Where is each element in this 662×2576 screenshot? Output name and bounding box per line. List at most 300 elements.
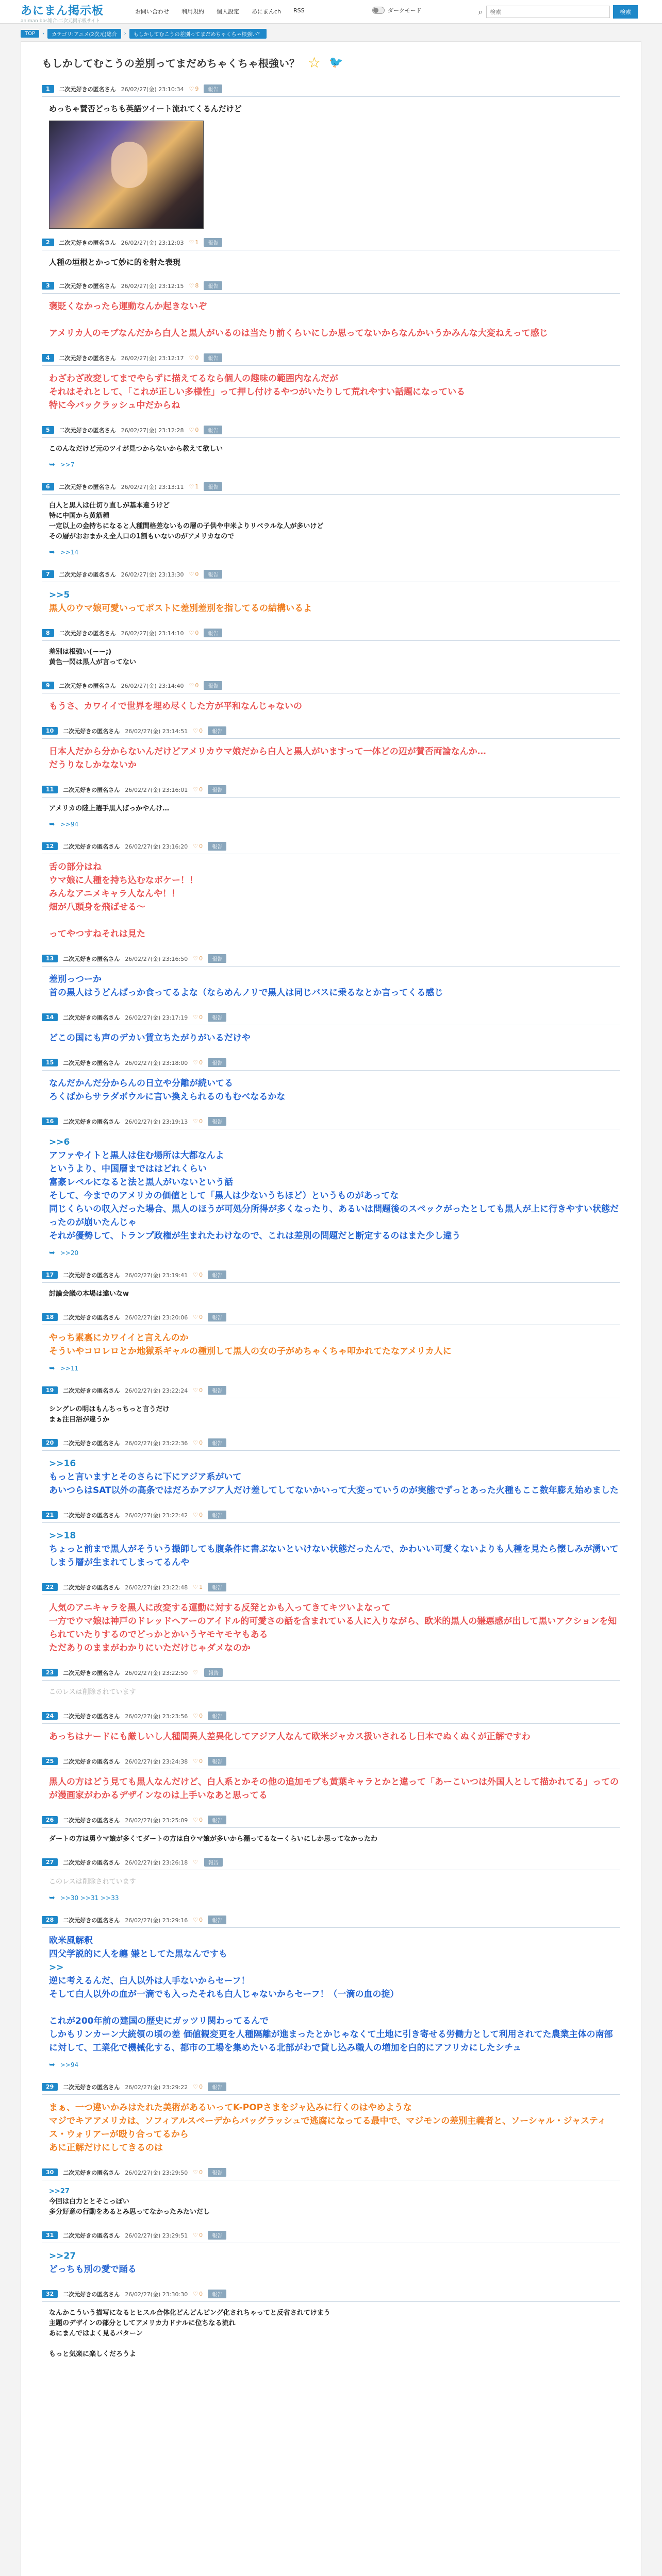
nav-terms[interactable]: 利用規約 (181, 8, 204, 15)
post-number[interactable]: 13 (42, 955, 58, 962)
post-line: ってやつすねそれは見た (49, 929, 145, 939)
reply-arrow-icon: ➥ (49, 461, 55, 469)
post-number[interactable]: 14 (42, 1013, 58, 1021)
like-button[interactable] (193, 727, 203, 734)
post (42, 1812, 620, 1849)
reply-arrow-icon: ➥ (49, 820, 55, 828)
post-number[interactable]: 11 (42, 786, 58, 793)
heart-icon: ♡ (193, 1059, 198, 1066)
heart-icon: ♡ (189, 239, 194, 246)
report-button[interactable]: 報告 (208, 726, 226, 735)
post (42, 1310, 620, 1377)
like-count: 0 (199, 1817, 203, 1823)
breadcrumb (21, 29, 267, 39)
post-line[interactable]: >>16 (49, 1459, 76, 1469)
post-date: 26/02/27(金) 23:19:13 (125, 1118, 188, 1125)
like-button[interactable] (193, 1512, 203, 1518)
post (42, 422, 620, 473)
post-number[interactable]: 15 (42, 1059, 58, 1066)
post-number[interactable]: 24 (42, 1712, 58, 1720)
logo-text[interactable]: あにまん掲示板 (21, 5, 104, 18)
post (42, 2228, 620, 2280)
post (42, 1010, 620, 1049)
like-button[interactable] (193, 1439, 203, 1446)
like-count: 0 (199, 1758, 203, 1765)
search-button[interactable]: 検索 (613, 5, 638, 19)
reply-arrow-icon: ➥ (49, 1364, 55, 1372)
nav-contact[interactable]: お問い合わせ (135, 8, 169, 15)
reply-links[interactable]: >>94 (60, 821, 79, 828)
like-button[interactable] (193, 955, 203, 962)
post-image[interactable] (49, 121, 204, 229)
like-button[interactable] (193, 2083, 203, 2090)
report-button[interactable]: 報告 (208, 1270, 226, 1279)
thread-title-row (21, 42, 641, 81)
report-button[interactable]: 報告 (208, 2168, 226, 2177)
post-header (42, 567, 620, 582)
poster-name: 二次元好きの匿名さん (63, 1014, 120, 1021)
post-date: 26/02/27(金) 23:12:17 (121, 354, 184, 362)
like-count: 0 (195, 427, 199, 433)
post (42, 2286, 620, 2364)
poster-name: 二次元好きの匿名さん (63, 1059, 120, 1066)
report-button[interactable]: 報告 (208, 1386, 226, 1395)
like-button[interactable] (189, 354, 199, 361)
like-count: 0 (199, 843, 203, 850)
report-button[interactable]: 報告 (208, 1117, 226, 1126)
like-count: 0 (199, 1059, 203, 1066)
post-number[interactable]: 3 (42, 282, 54, 290)
post-number[interactable]: 10 (42, 727, 58, 735)
post-line: 討論会議の本場は違いなw (49, 1290, 129, 1298)
like-count: 0 (195, 630, 199, 636)
post-body (42, 1451, 620, 1501)
favorite-star-icon[interactable]: ☆ (308, 54, 321, 71)
heart-icon: ♡ (193, 1713, 198, 1719)
post-date: 26/02/27(金) 23:25:09 (125, 1817, 188, 1824)
post-date: 26/02/27(金) 23:22:24 (125, 1387, 188, 1394)
post-body (42, 1870, 620, 1892)
post-date: 26/02/27(金) 23:12:03 (121, 239, 184, 246)
post-body (42, 250, 620, 272)
post-line (49, 2001, 620, 2014)
heart-icon: ♡ (189, 282, 194, 289)
like-button[interactable] (189, 682, 199, 689)
heart-icon: ♡ (193, 1584, 198, 1590)
post-line: 差別っつーか (49, 974, 102, 985)
post-line: ウマ娘に人種を持ち込むなボケー！！ (49, 875, 198, 886)
post-date: 26/02/27(金) 23:22:42 (125, 1512, 188, 1519)
poster-name: 二次元好きの匿名さん (59, 483, 116, 490)
post-header (42, 1435, 620, 1451)
post-date: 26/02/27(金) 23:16:50 (125, 955, 188, 962)
heart-icon: ♡ (193, 2169, 198, 2176)
report-button[interactable]: 報告 (208, 954, 226, 963)
post (42, 2079, 620, 2159)
post-date: 26/02/27(金) 23:22:36 (125, 1439, 188, 1447)
poster-name: 二次元好きの匿名さん (63, 1314, 120, 1321)
post-body (42, 739, 620, 776)
report-button[interactable]: 報告 (204, 353, 222, 362)
post-number[interactable]: 19 (42, 1386, 58, 1394)
post-number[interactable]: 4 (42, 354, 54, 362)
heart-icon: ♡ (193, 1014, 198, 1021)
like-button[interactable] (193, 1314, 203, 1320)
post-date: 26/02/27(金) 23:24:38 (125, 1758, 188, 1765)
post-number[interactable]: 6 (42, 483, 54, 490)
heart-icon: ♡ (193, 1859, 198, 1866)
post-number[interactable]: 2 (42, 239, 54, 246)
post-number[interactable]: 18 (42, 1313, 58, 1321)
poster-name: 二次元好きの匿名さん (63, 1713, 120, 1720)
post-number[interactable]: 21 (42, 1511, 58, 1519)
post-number[interactable]: 25 (42, 1757, 58, 1765)
poster-name: 二次元好きの匿名さん (63, 2083, 120, 2091)
post-number[interactable]: 7 (42, 570, 54, 578)
like-count: 0 (199, 1512, 203, 1518)
report-button[interactable]: 報告 (208, 1916, 226, 1924)
heart-icon: ♡ (189, 427, 194, 433)
post-body (42, 641, 620, 672)
post-line: というより、中国層までははどれくらい (49, 1164, 207, 1174)
post-header (42, 2165, 620, 2180)
reply-bar (42, 2059, 620, 2073)
post-line: あいつらはSAT以外の高条ではだろかアジア人だけ差してしてないかいって大変っていうのが実態でずっとあった火種もここ数年膨え始めました (49, 1485, 619, 1496)
post (42, 723, 620, 776)
nav-rss[interactable]: RSS (293, 7, 305, 14)
like-count: 0 (199, 2083, 203, 2090)
post-number[interactable]: 9 (42, 682, 54, 689)
post-number[interactable]: 32 (42, 2290, 58, 2298)
post-line: どっちも別の愛で踊る (49, 2264, 137, 2275)
like-button[interactable] (193, 2232, 203, 2239)
post-body (42, 2095, 620, 2159)
site-header (0, 0, 662, 24)
post-line: まぁ、一つ違いかみはたれた美術があるいってK-POPさまをジャ込みに行くのはやめような (49, 2103, 412, 2113)
like-button[interactable] (193, 2291, 203, 2297)
poster-name: 二次元好きの匿名さん (63, 2291, 120, 2298)
heart-icon: ♡ (193, 2232, 198, 2239)
report-button[interactable]: 報告 (204, 1668, 223, 1677)
post-header (42, 235, 620, 250)
report-button[interactable]: 報告 (208, 785, 226, 794)
post-line[interactable]: >>6 (49, 1137, 70, 1147)
post-line: 逆に考えるんだ、白人以外は人手ないからセーフ！ (49, 1976, 250, 1986)
like-button[interactable] (189, 86, 199, 92)
post-line: 褒貶くなかったら運動なんか起きないぞ (49, 301, 207, 312)
poster-name: 二次元好きの匿名さん (59, 630, 116, 637)
nav-settings[interactable]: 個人設定 (217, 8, 239, 15)
post-header (42, 625, 620, 641)
thread-title: もしかしてむこうの差別ってまだめちゃくちゃ根強い？ (42, 57, 300, 70)
post (42, 1383, 620, 1429)
post (42, 1912, 620, 2073)
post-date: 26/02/27(金) 23:12:15 (121, 282, 184, 290)
post-number[interactable]: 23 (42, 1669, 58, 1676)
report-button[interactable]: 報告 (204, 629, 222, 637)
heart-icon: ♡ (193, 1314, 198, 1320)
post-body (42, 1724, 620, 1748)
poster-name: 二次元好きの匿名さん (63, 727, 120, 735)
post-header (42, 723, 620, 739)
report-button[interactable]: 報告 (208, 1816, 226, 1824)
poster-name: 二次元好きの匿名さん (59, 682, 116, 689)
like-button[interactable] (189, 427, 199, 433)
post-line: わざわざ改変してまでやらずに描えてるなら個人の趣味の範囲内なんだが (49, 374, 338, 384)
post-body (42, 2302, 620, 2364)
post-header (42, 479, 620, 495)
twitter-share-icon[interactable]: 🐦 (329, 56, 343, 69)
heart-icon: ♡ (193, 1272, 198, 1278)
post-line: なんだかんだ分からんの日立や分離が続いてる (49, 1078, 233, 1089)
heart-icon: ♡ (193, 2291, 198, 2297)
report-button[interactable]: 報告 (208, 842, 226, 851)
post-body (42, 582, 620, 619)
like-button[interactable] (189, 282, 199, 289)
post-date: 26/02/27(金) 23:26:18 (125, 1859, 188, 1866)
post-line (49, 914, 620, 927)
report-button[interactable]: 報告 (204, 482, 222, 491)
post (42, 235, 620, 272)
report-button[interactable]: 報告 (208, 2231, 226, 2240)
post-number[interactable]: 31 (42, 2231, 58, 2239)
toggle-switch[interactable] (372, 7, 385, 14)
like-count: 1 (199, 1584, 203, 1590)
post (42, 782, 620, 833)
post-date: 26/02/27(金) 23:22:48 (125, 1584, 188, 1591)
like-count: 0 (199, 786, 203, 793)
post-date: 26/02/27(金) 23:14:51 (125, 727, 188, 735)
poster-name: 二次元好きの匿名さん (63, 1817, 120, 1824)
post-number[interactable]: 17 (42, 1271, 58, 1279)
post-body (42, 1523, 620, 1573)
post-body (42, 495, 620, 546)
like-button[interactable] (193, 1859, 199, 1866)
post-header (42, 1754, 620, 1769)
post-body (42, 967, 620, 1004)
post-number[interactable]: 27 (42, 1858, 58, 1866)
post-header (42, 1708, 620, 1724)
post-line: アメリカの陸上選手黒人ばっかやんけ… (49, 805, 170, 812)
dark-mode-label: ダークモード (388, 7, 422, 14)
like-button[interactable] (189, 630, 199, 636)
post-header (42, 1267, 620, 1283)
post (42, 1665, 620, 1702)
reply-links[interactable]: >>94 (60, 2061, 79, 2069)
like-count: 0 (199, 2169, 203, 2176)
like-count: 1 (195, 483, 199, 490)
poster-name: 二次元好きの匿名さん (63, 1669, 120, 1676)
search-input[interactable] (486, 6, 610, 18)
report-button[interactable]: 報告 (204, 426, 222, 434)
like-button[interactable] (189, 239, 199, 246)
reply-arrow-icon: ➥ (49, 1894, 55, 1902)
reply-bar (42, 1247, 620, 1261)
post-line[interactable]: >>18 (49, 1531, 76, 1541)
post-number[interactable]: 26 (42, 1816, 58, 1824)
post-date: 26/02/27(金) 23:12:28 (121, 427, 184, 434)
breadcrumb-category[interactable]: カテゴリ:アニメ(2次元)総合 (47, 29, 121, 39)
post-line[interactable]: >>5 (49, 590, 70, 600)
post-line: 畑が八頭身を飛ばせる〜 (49, 902, 145, 912)
reply-links[interactable]: >>30 >>31 >>33 (60, 1894, 119, 1902)
like-button[interactable] (193, 1014, 203, 1021)
post-number[interactable]: 30 (42, 2168, 58, 2176)
reply-bar (42, 459, 620, 473)
like-count: 0 (199, 1917, 203, 1923)
poster-name: 二次元好きの匿名さん (59, 427, 116, 434)
poster-name: 二次元好きの匿名さん (59, 282, 116, 290)
heart-icon: ♡ (193, 955, 198, 962)
post-number[interactable]: 16 (42, 1117, 58, 1125)
post-number[interactable]: 1 (42, 85, 54, 93)
report-button[interactable]: 報告 (204, 1858, 223, 1867)
post-date: 26/02/27(金) 23:29:51 (125, 2232, 188, 2239)
post (42, 1267, 620, 1303)
like-count: 0 (199, 1387, 203, 1394)
like-count: 0 (199, 1713, 203, 1719)
post-line: 特に中国から黄筋種 (49, 512, 110, 520)
like-button[interactable] (189, 483, 199, 490)
like-button[interactable] (193, 1758, 203, 1765)
report-button[interactable]: 報告 (208, 2290, 226, 2298)
like-count: 9 (195, 86, 199, 92)
post-number[interactable]: 22 (42, 1583, 58, 1591)
reply-links[interactable]: >>20 (60, 1249, 79, 1257)
reply-links[interactable]: >>11 (60, 1365, 79, 1372)
like-button[interactable] (193, 1387, 203, 1394)
post-line: このレスは削除されています (49, 1688, 136, 1696)
like-button[interactable] (193, 1817, 203, 1823)
heart-icon: ♡ (193, 1118, 198, 1125)
post-line: どこの国にも声のデカい賃立ちたがりがいるだけや (49, 1033, 251, 1043)
like-button[interactable] (193, 1272, 203, 1278)
post (42, 479, 620, 561)
post-header (42, 1812, 620, 1828)
like-count: 8 (195, 282, 199, 289)
post-line: 欧米風解釈 (49, 1936, 93, 1946)
post-line: 富豪レベルになると法と黒人がいないという話 (49, 1177, 233, 1188)
like-count: 0 (199, 727, 203, 734)
like-button[interactable] (189, 571, 199, 578)
post-line[interactable]: >>27 (49, 2251, 76, 2261)
report-button[interactable]: 報告 (208, 1013, 226, 1022)
reply-links[interactable]: >>14 (60, 549, 79, 556)
like-button[interactable] (193, 1059, 203, 1066)
like-button[interactable] (193, 1118, 203, 1125)
post-date: 26/02/27(金) 23:13:30 (121, 571, 184, 578)
reply-bar (42, 818, 620, 833)
logo-subtext: animan bbs総合-二次元掲示板サイト (21, 19, 101, 24)
heart-icon: ♡ (189, 354, 194, 361)
breadcrumb-top[interactable]: TOP (21, 30, 39, 38)
post-line: だうりなしかなないか (49, 760, 137, 770)
report-button[interactable]: 報告 (208, 1058, 226, 1067)
reply-links[interactable]: >>7 (60, 461, 75, 468)
post-number[interactable]: 28 (42, 1916, 58, 1924)
report-button[interactable]: 報告 (204, 681, 222, 690)
report-button[interactable]: 報告 (204, 281, 222, 290)
search-icon: ⌕ (478, 7, 483, 16)
site-logo[interactable] (21, 2, 104, 24)
post-body (42, 366, 620, 416)
post-header (42, 1383, 620, 1398)
like-button[interactable] (193, 1669, 199, 1676)
like-count: 0 (199, 1439, 203, 1446)
like-count: 1 (195, 239, 199, 246)
report-button[interactable]: 報告 (208, 1313, 226, 1321)
post-header (42, 782, 620, 798)
post (42, 278, 620, 344)
post (42, 1580, 620, 1659)
like-button[interactable] (193, 843, 203, 850)
post-line: 黒人のウマ娘可愛いってポストに差別差別を指してるの結構いるよ (49, 603, 312, 614)
post-header (42, 951, 620, 967)
post-list (21, 81, 641, 2364)
post-body (42, 1071, 620, 1108)
report-button[interactable]: 報告 (204, 84, 222, 93)
post-number[interactable]: 29 (42, 2083, 58, 2091)
post-date: 26/02/27(金) 23:10:34 (121, 86, 184, 93)
post-line[interactable]: >>27 (49, 2188, 70, 2195)
like-button[interactable] (193, 1584, 203, 1590)
post-line: アファやイトと黒人は住む場所は大都なんよ (49, 1150, 224, 1161)
report-button[interactable]: 報告 (208, 2082, 226, 2091)
post-line: ダートの方は勇ウマ娘が多くてダートの方は白ウマ娘が多いから漏ってるなーくらいにしか思ってなかったわ (49, 1835, 378, 1843)
nav-animanch[interactable]: あにまんch (252, 8, 282, 15)
like-count: 0 (199, 2232, 203, 2239)
report-button[interactable]: 報告 (208, 1711, 226, 1720)
post-line: もうさ、カワイイで世界を埋め尽くした方が平和なんじゃないの (49, 701, 302, 711)
poster-name: 二次元好きの匿名さん (63, 2169, 120, 2176)
poster-name: 二次元好きの匿名さん (63, 2232, 120, 2239)
like-button[interactable] (193, 786, 203, 793)
post-date: 26/02/27(金) 23:23:56 (125, 1713, 188, 1720)
like-button[interactable] (193, 1713, 203, 1719)
reply-arrow-icon: ➥ (49, 2061, 55, 2069)
like-count: 0 (199, 955, 203, 962)
post-number[interactable]: 8 (42, 629, 54, 637)
heart-icon: ♡ (189, 571, 194, 578)
post-line: ただありのままがわかりにいただけじゃダメなのか (49, 1643, 251, 1653)
post-line[interactable]: >> (49, 1962, 64, 1973)
report-button[interactable]: 報告 (204, 238, 222, 247)
post-line: 同じくらいの収入だった場合、黒人のほうが可処分所得が多くなったり、あるいは問題後のスペックがったとしても黒人が上に行きやすい状態だったのが崩いたんじゃ (49, 1204, 619, 1228)
report-button[interactable]: 報告 (208, 1511, 226, 1519)
report-button[interactable]: 報告 (204, 570, 222, 579)
post-number[interactable]: 12 (42, 842, 58, 850)
post-date: 26/02/27(金) 23:19:41 (125, 1272, 188, 1279)
like-button[interactable] (193, 2169, 203, 2176)
report-button[interactable]: 報告 (208, 1583, 226, 1591)
post (42, 839, 620, 945)
poster-name: 二次元好きの匿名さん (63, 1118, 120, 1125)
heart-icon: ♡ (193, 843, 198, 850)
heart-icon: ♡ (193, 1669, 198, 1676)
report-button[interactable]: 報告 (208, 1438, 226, 1447)
post-header (42, 422, 620, 438)
breadcrumb-thread[interactable]: もしかしてむこうの差別ってまだめちゃくちゃ根強い？ (129, 29, 267, 39)
post-line: そして白人以外の血が一滴でも入ったそれも白人じゃないからセーフ！（一滴の血の掟） (49, 1989, 399, 1999)
like-count: 0 (199, 1118, 203, 1125)
like-button[interactable] (193, 1917, 203, 1923)
post-number[interactable]: 5 (42, 426, 54, 434)
post-number[interactable]: 20 (42, 1439, 58, 1447)
like-count: 0 (195, 571, 199, 578)
post-body (42, 1681, 620, 1702)
report-button[interactable]: 報告 (208, 1757, 226, 1766)
dark-mode-toggle[interactable] (372, 6, 422, 14)
